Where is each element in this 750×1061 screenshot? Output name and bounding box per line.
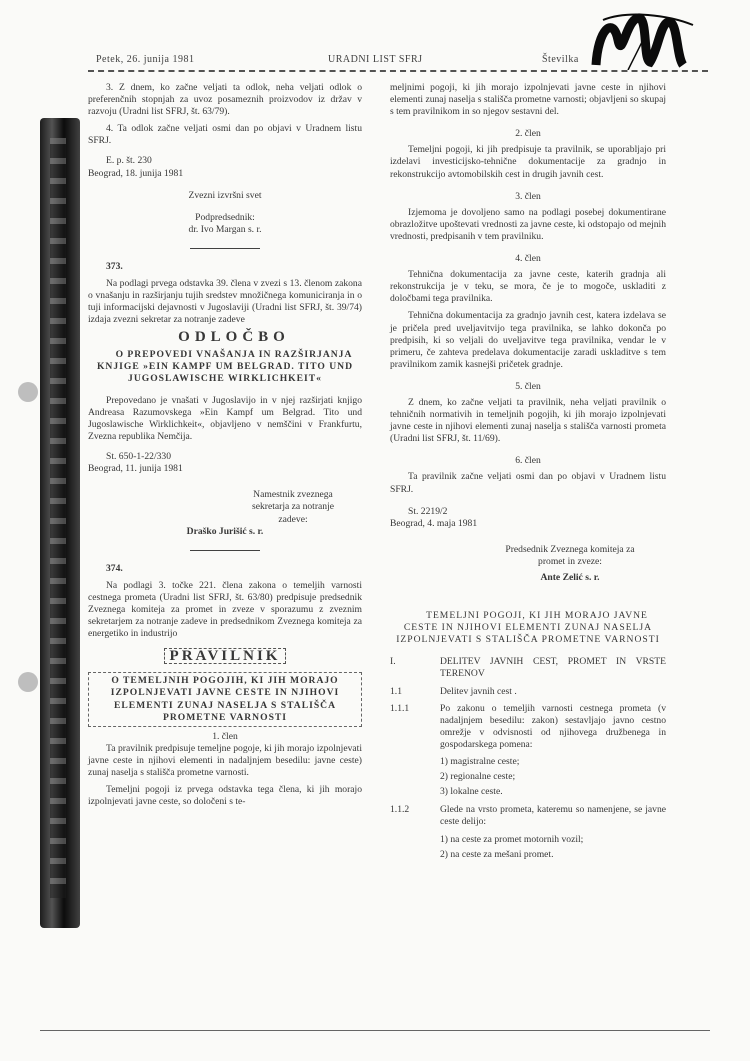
section-subtitle: O TEMELJNIH POGOJIH, KI JIH MORAJO IZPOLNJEVATI JAVNE CESTE IN NJIHOVI ELEMENTI ZUNAJ NASELJA S STALIŠČA PROMETNE VARNOSTI	[88, 672, 362, 726]
article-heading: 4. člen	[515, 253, 541, 265]
place-date: Beograd, 18. junija 1981	[88, 167, 184, 179]
signatory-name: Draško Jurišić s. r.	[186, 525, 264, 537]
header-page-label: Številka	[542, 54, 579, 65]
right-column	[390, 82, 666, 864]
article-heading: 1. člen	[212, 730, 238, 742]
paragraph: Izjemoma je dovoljeno samo na podlagi posebej dokumentirane obrazložitve upoštevati vrednosti za javne ceste, ki odstopajo od mejnih vrednosti, predpisanih v tem pravilniku.	[390, 206, 667, 242]
list-item: 3) lokalne ceste.	[440, 786, 503, 798]
item-text: DELITEV JAVNIH CEST, PROMET IN VRSTE TERENOV	[440, 656, 666, 680]
paragraph: Na podlagi 3. točke 221. člena zakona o temeljih varnosti cestnega prometa (Uradni list SFRJ, št. 63/80) predpisuje predsednik Zveznega komiteja za promet in zveze v sporazumu z zveznim sekretarjem za notranje zadeve in predsednikom Zveznega komiteja za energetiko in industrijo	[88, 579, 362, 640]
scanner-binding-strip	[40, 118, 80, 928]
scan-edge-line	[40, 1030, 710, 1031]
paragraph: Na podlagi prvega odstavka 39. člena v zvezi s 13. členom zakona o vnašanju in razširjanju tujih sredstev množičnega komuniciranja in o tuji informacijski dejavnosti v Jugoslaviji (Uradni list SFRJ, št. 39/74) izdaja zvezni sekretar za notranje zadeve	[88, 278, 362, 326]
paragraph: Tehnična dokumentacija za javne ceste, katerih gradnja ali rekonstrukcija je v teku, se mora, če je to mogoče, uskladiti z določbami tega pravilnika.	[390, 269, 666, 305]
place-date: Beograd, 4. maja 1981	[390, 517, 478, 529]
signatory-role: Predsednik Zveznega komiteja za promet in zveze:	[505, 543, 635, 567]
article-heading: 3. člen	[515, 190, 541, 202]
reference-number: St. 650-1-22/330	[106, 451, 172, 463]
list-item: 2) na ceste za mešani promet.	[440, 848, 554, 860]
reference-number: St. 2219/2	[408, 505, 448, 517]
handwritten-signature	[588, 10, 698, 70]
section-subtitle: O PREPOVEDI VNAŠANJA IN RAZŠIRJANJA KNJIGE »EIN KAMPF UM BELGRAD. TITO UND JUGOSLAWISCHE WIRKLICHKEIT«	[96, 348, 354, 384]
item-text: Po zakonu o temeljih varnosti cestnega prometa (v nadaljnjem besedilu: zakon) sestavljajo javno cestno omrežje v odvisnosti od njihovega družbenega in gospodarskega pomena:	[440, 702, 666, 750]
item-number: I.	[390, 656, 396, 668]
paragraph: 4. Ta odlok začne veljati osmi dan po objavi v Uradnem listu SFRJ.	[88, 123, 362, 147]
article-heading: 2. člen	[515, 128, 541, 140]
numbered-item	[390, 656, 666, 680]
issuer: Zvezni izvršni svet	[188, 189, 262, 201]
reference-number: E. p. št. 230	[106, 155, 152, 167]
signatory-name: dr. Ivo Margan s. r.	[188, 223, 262, 235]
signatory-name: Ante Zelić s. r.	[540, 572, 600, 583]
signatory-role: Namestnik zveznega sekretarja za notranje zadeve:	[251, 489, 335, 525]
section-title: ODLOČBO	[178, 329, 290, 346]
paragraph: Prepovedano je vnašati v Jugoslavijo in v njej razširjati knjigo Andreasa Razumovskega »Ein Kampf um Belgrad. Tito und Jugoslawische Wirklichkeit«, objavljeno v nemščini v Frankfurtu, Zvezna republika Nemčija.	[88, 394, 362, 443]
paragraph: Temeljni pogoji, ki jih predpisuje ta pravilnik, se uporabljajo pri izdelavi investicijsko-tehnične dokumentacije za gradnjo in rekonstrukcijo avtomobilskih cest in drugih javnih cest.	[390, 144, 666, 180]
item-text: Delitev javnih cest .	[440, 685, 517, 697]
act-number: 373.	[106, 260, 123, 272]
paragraph: Ta pravilnik začne veljati osmi dan po objavi v Uradnem listu SFRJ.	[390, 471, 666, 495]
item-number: 1.1	[390, 685, 402, 697]
paragraph: Z dnem, ko začne veljati ta pravilnik, neha veljati pravilnik o tehničnih normativih in temeljnih pogojih, ki jih morajo izpolnjevati javne ceste in njihovi elementi zunaj naselja s stališča varnosti prometa (Uradni list SFRJ, št. 11/69).	[390, 396, 666, 445]
item-number: 1.1.2	[390, 804, 410, 816]
punch-hole	[18, 382, 38, 402]
header-date: Petek, 26. junija 1981	[96, 54, 195, 65]
numbered-item	[390, 686, 666, 698]
divider	[190, 550, 260, 551]
paragraph: Ta pravilnik predpisuje temeljne pogoje, ki jih morajo izpolnjevati javne ceste in njihovi elementi in nadaljnjem besedilu: javne ceste) zunaj naselja s stališča prometne varnosti.	[88, 742, 362, 779]
numbered-item	[390, 804, 666, 828]
paragraph: Tehnična dokumentacija za gradnjo javnih cest, katera izdelava se je pričela pred uveljavitvijo tega pravilnika, se lahko dokonča po predpisih, ki so veljali do uveljavitve tega pravilnika, vendar le v primeru, če zahteva predelava dokumentacije zaradi uskladitve s tem pravilnikom zamik kasnejši pričetek gradnje.	[390, 310, 666, 370]
list-item: 1) na ceste za promet motornih vozil;	[440, 833, 584, 845]
section-title: PRAVILNIK	[164, 648, 286, 664]
signatory-role: Podpredsednik:	[195, 211, 255, 223]
list-item: 1) magistralne ceste;	[440, 756, 520, 768]
place-date: Beograd, 11. junija 1981	[88, 463, 183, 475]
paragraph: 3. Z dnem, ko začne veljati ta odlok, neha veljati odlok o preferenčnih stopnjah za uvoz posameznih proizvodov iz držav v razvoju (Uradni list SFRJ, št. 63/79).	[88, 82, 362, 118]
paragraph: meljnimi pogoji, ki jih morajo izpolnjevati javne ceste in njihovi elementi zunaj naselja s stališča prometne varnosti; objavljeni so skupaj s tem pravilnikom in so njegov sestavni del.	[390, 82, 666, 118]
article-heading: 6. člen	[515, 455, 541, 467]
paragraph: Temeljni pogoji iz prvega odstavka tega člena, ki jih morajo izpolnjevati javne ceste, so določeni s te-	[88, 784, 362, 808]
header-rule	[88, 70, 708, 72]
item-number: 1.1.1	[390, 702, 410, 714]
act-number: 374.	[106, 562, 123, 574]
list-item: 2) regionalne ceste;	[440, 771, 516, 783]
divider	[190, 248, 260, 249]
numbered-item	[390, 703, 666, 751]
article-heading: 5. člen	[515, 380, 541, 392]
punch-hole	[18, 672, 38, 692]
left-column	[88, 82, 362, 813]
annex-title: TEMELJNI POGOJI, KI JIH MORAJO JAVNE CESTE IN NJIHOVI ELEMENTI ZUNAJ NASELJA IZPOLNJEVATI S STALIŠČA PROMETNE VARNOSTI	[396, 610, 660, 646]
item-text: Glede na vrsto prometa, kateremu so namenjene, se javne ceste delijo:	[440, 804, 666, 828]
header-title: URADNI LIST SFRJ	[328, 54, 423, 65]
